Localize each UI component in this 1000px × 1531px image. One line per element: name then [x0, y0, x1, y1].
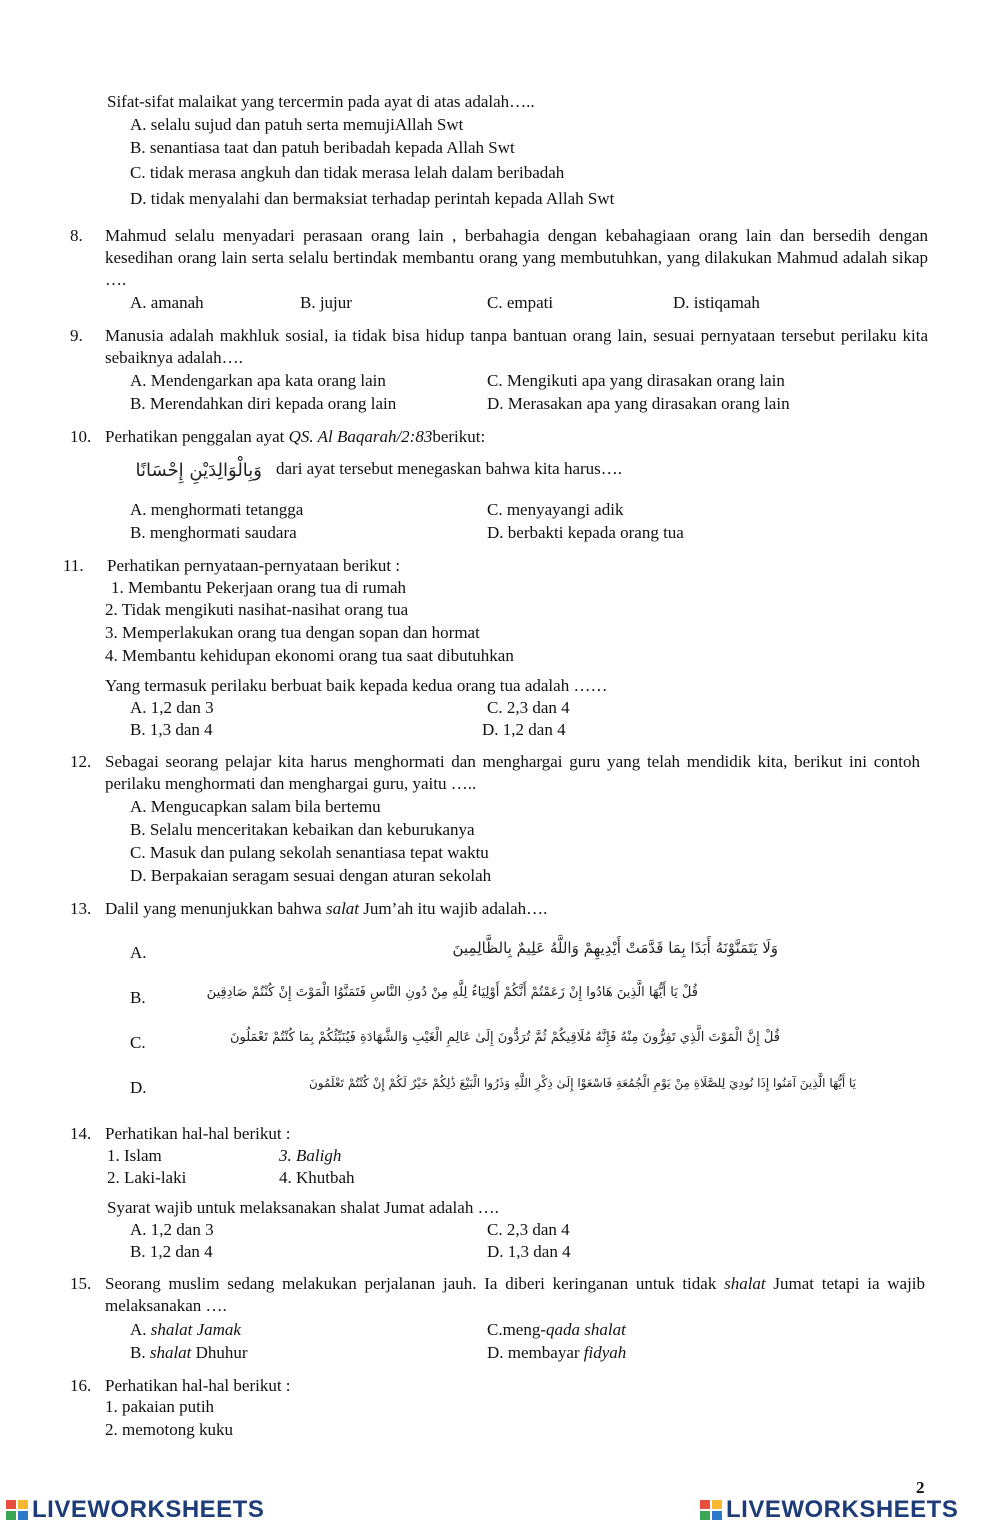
q13-stem: Dalil yang menunjukkan bahwa salat Jum’ah itu wajib adalah…. [105, 899, 548, 918]
q14-question: Syarat wajib untuk melaksanakan shalat Jumat adalah …. [107, 1198, 499, 1217]
q12-number: 12. [70, 752, 92, 771]
q15-stem: Seorang muslim sedang melakukan perjalanan jauh. Ia diberi keringanan untuk tidak shalat Jumat tetapi ia wajib melaksanakan …. [105, 1274, 926, 1315]
q11-stem: Perhatikan pernyataan-pernyataan berikut : [107, 556, 401, 575]
q12-stem: Sebagai seorang pelajar kita harus menghormati dan menghargai guru yang telah mendidik kita, berikut ini contoh perilaku menghormati dan menghargai guru, yaitu ….. [105, 752, 920, 793]
q9-option-c: C. Mengikuti apa yang dirasakan orang lain [487, 371, 785, 390]
q10-option-c: C. menyayangi adik [487, 500, 624, 519]
liveworksheets-mark-icon [6, 1498, 30, 1520]
q11-option-d: D. 1,2 dan 4 [482, 720, 566, 739]
q14-number: 14. [70, 1124, 92, 1143]
q13-option-b-letter: B. [130, 988, 146, 1007]
q16-item-1: 1. pakaian putih [105, 1397, 215, 1416]
q7-option-c: C. tidak merasa angkuh dan tidak merasa lelah dalam beribadah [130, 163, 565, 182]
q8-option-b: B. jujur [300, 293, 352, 312]
q15-option-c: C.meng-qada shalat [487, 1320, 626, 1339]
q15-number: 15. [70, 1274, 92, 1293]
liveworksheets-logo-right[interactable] [700, 1496, 958, 1524]
q14-item-3: 3. Baligh [279, 1146, 342, 1165]
liveworksheets-text-right: LIVEWORKSHEETS [726, 1496, 959, 1523]
liveworksheets-text-left: LIVEWORKSHEETS [32, 1496, 265, 1523]
q15-option-d: D. membayar fidyah [487, 1343, 627, 1362]
q10-option-b: B. menghormati saudara [130, 523, 297, 542]
q16-stem: Perhatikan hal-hal berikut : [105, 1376, 291, 1395]
q13-option-d-arabic: يَا أَيُّهَا الَّذِينَ آمَنُوا إِذَا نُودِيَ لِلصَّلَاةِ مِنْ يَوْمِ الْجُمُعَةِ فَاسْعَوْا إِلَىٰ ذِكْرِ اللَّهِ وَذَرُوا الْبَيْعَ ذَٰلِكُمْ خَيْرٌ لَكُمْ إِنْ كُنْتُمْ تَعْلَمُونَ [308, 1076, 856, 1090]
q9-option-b: B. Merendahkan diri kepada orang lain [130, 394, 397, 413]
q10-stem: Perhatikan penggalan ayat QS. Al Baqarah/2:83berikut: [105, 427, 486, 446]
q8-option-c: C. empati [487, 293, 554, 312]
q13-number: 13. [70, 899, 92, 918]
q11-item-1: 1. Membantu Pekerjaan orang tua di rumah [111, 578, 407, 597]
q13-option-a-arabic: وَلَا يَتَمَنَّوْنَهُ أَبَدًا بِمَا قَدَّمَتْ أَيْدِيهِمْ وَاللَّهُ عَلِيمٌ بِالظَّالِمِينَ [452, 939, 778, 957]
q10-arabic-verse: وَبِالْوَالِدَيْنِ إِحْسَانًا [135, 460, 262, 481]
q14-option-a: A. 1,2 dan 3 [130, 1220, 214, 1239]
q11-number: 11. [63, 556, 84, 575]
q8-stem: Mahmud selalu menyadari perasaan orang lain , berbahagia dengan kebahagiaan orang lain dan bersedih dengan kesedihan orang lain serta selalu bertindak membantu orang yang membutuhkan, yang dilakukan Mahmud adalah sikap …. [105, 226, 928, 289]
q8-option-d: D. istiqamah [673, 293, 760, 312]
q11-item-2: 2. Tidak mengikuti nasihat-nasihat orang tua [105, 600, 409, 619]
q12-option-b: B. Selalu menceritakan kebaikan dan keburukanya [130, 820, 475, 839]
q8-option-a: A. amanah [130, 293, 204, 312]
q14-item-1: 1. Islam [107, 1146, 162, 1165]
q9-stem: Manusia adalah makhluk sosial, ia tidak bisa hidup tanpa bantuan orang lain, sesuai pernyataan tersebut perilaku kita sebaiknya adalah…. [105, 326, 928, 367]
q7-option-b: B. senantiasa taat dan patuh beribadah kepada Allah Swt [130, 138, 515, 157]
q10-number: 10. [70, 427, 92, 446]
q8-number: 8. [70, 226, 83, 245]
q7-option-a: A. selalu sujud dan patuh serta memujiAllah Swt [130, 115, 464, 134]
q12-option-a: A. Mengucapkan salam bila bertemu [130, 797, 381, 816]
q14-option-c: C. 2,3 dan 4 [487, 1220, 570, 1239]
liveworksheets-mark-icon [700, 1498, 724, 1520]
q14-item-4: 4. Khutbah [279, 1168, 355, 1187]
q12-option-d: D. Berpakaian seragam sesuai dengan aturan sekolah [130, 866, 492, 885]
q7-option-d: D. tidak menyalahi dan bermaksiat terhadap perintah kepada Allah Swt [130, 189, 615, 208]
q13-option-a-letter: A. [130, 943, 147, 962]
q11-question: Yang termasuk perilaku berbuat baik kepada kedua orang tua adalah …… [105, 676, 608, 695]
q13-option-c-arabic: قُلْ إِنَّ الْمَوْتَ الَّذِي تَفِرُّونَ مِنْهُ فَإِنَّهُ مُلَاقِيكُمْ ثُمَّ تُرَدُّونَ إِلَىٰ عَالِمِ الْغَيْبِ وَالشَّهَادَةِ فَيُنَبِّئُكُمْ بِمَا كُنْتُمْ تَعْمَلُونَ [229, 1030, 780, 1045]
q15-option-b: B. shalat Dhuhur [130, 1343, 248, 1362]
q16-number: 16. [70, 1376, 92, 1395]
q10-option-a: A. menghormati tetangga [130, 500, 304, 519]
q7-stem: Sifat-sifat malaikat yang tercermin pada ayat di atas adalah….. [107, 92, 535, 111]
q9-number: 9. [70, 326, 83, 345]
q11-option-c: C. 2,3 dan 4 [487, 698, 570, 717]
q16-item-2: 2. memotong kuku [105, 1420, 233, 1439]
q11-item-3: 3. Memperlakukan orang tua dengan sopan dan hormat [105, 623, 480, 642]
q14-option-b: B. 1,2 dan 4 [130, 1242, 213, 1261]
q14-option-d: D. 1,3 dan 4 [487, 1242, 571, 1261]
q15-option-a: A. shalat Jamak [130, 1320, 241, 1339]
q9-option-d: D. Merasakan apa yang dirasakan orang lain [487, 394, 790, 413]
q11-item-4: 4. Membantu kehidupan ekonomi orang tua saat dibutuhkan [105, 646, 514, 665]
q11-option-a: A. 1,2 dan 3 [130, 698, 214, 717]
q14-stem: Perhatikan hal-hal berikut : [105, 1124, 291, 1143]
q13-option-b-arabic: قُلْ يَا أَيُّهَا الَّذِينَ هَادُوا إِنْ زَعَمْتُمْ أَنَّكُمْ أَوْلِيَاءُ لِلَّهِ مِنْ دُونِ النَّاسِ فَتَمَنَّوُا الْمَوْتَ إِنْ كُنْتُمْ صَادِقِينَ [206, 985, 698, 1000]
q13-option-c-letter: C. [130, 1033, 146, 1052]
q10-option-d: D. berbakti kepada orang tua [487, 523, 684, 542]
q13-option-d-letter: D. [130, 1078, 147, 1097]
page-number: 2 [916, 1478, 925, 1497]
q14-item-2: 2. Laki-laki [107, 1168, 187, 1187]
liveworksheets-logo-left[interactable] [6, 1496, 264, 1524]
q9-option-a: A. Mendengarkan apa kata orang lain [130, 371, 386, 390]
q12-option-c: C. Masuk dan pulang sekolah senantiasa tepat waktu [130, 843, 489, 862]
q10-after-arabic: dari ayat tersebut menegaskan bahwa kita harus…. [276, 459, 623, 478]
q11-option-b: B. 1,3 dan 4 [130, 720, 213, 739]
